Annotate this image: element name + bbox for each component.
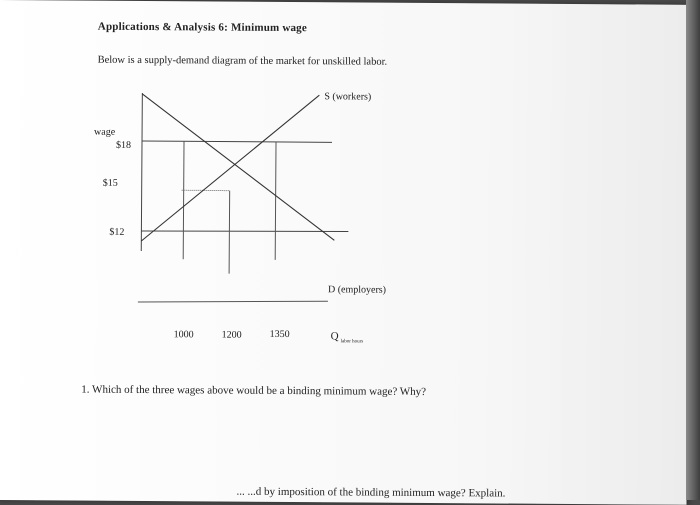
intro-text: Below is a supply-demand diagram of the market for unskilled labor.: [98, 55, 388, 68]
x-tick-1350: 1350: [270, 329, 290, 340]
wage-line-18: [142, 141, 332, 142]
y-axis-label: wage: [94, 127, 116, 138]
supply-line: [141, 94, 319, 242]
supply-label: S (workers): [324, 91, 371, 102]
question-1: 1. Which of the three wages above would be a binding minimum wage? Why?: [81, 384, 426, 398]
demand-line: [141, 94, 335, 240]
quantity-line-1350: [275, 142, 276, 260]
quantity-line-1200: [229, 191, 230, 274]
x-axis-label: Q: [331, 330, 339, 342]
y-tick-12: $12: [109, 227, 124, 238]
y-axis: [141, 93, 142, 251]
x-tick-1000: 1000: [174, 329, 194, 340]
worksheet-title: Applications & Analysis 6: Minimum wage: [98, 21, 307, 34]
photo-background-edge: [686, 0, 700, 500]
quantity-line-1000: [183, 141, 184, 259]
y-tick-15: $15: [103, 178, 118, 189]
x-tick-1200: 1200: [222, 330, 242, 341]
wage-line-12: [141, 230, 348, 232]
x-axis-line: [138, 300, 328, 303]
x-axis-sublabel: labor hours: [341, 339, 364, 344]
demand-label: D (employers): [328, 284, 386, 295]
y-tick-18: $18: [116, 140, 131, 151]
cut-off-question-text: ... ...d by imposition of the binding minimum wage? Explain.: [237, 486, 506, 500]
